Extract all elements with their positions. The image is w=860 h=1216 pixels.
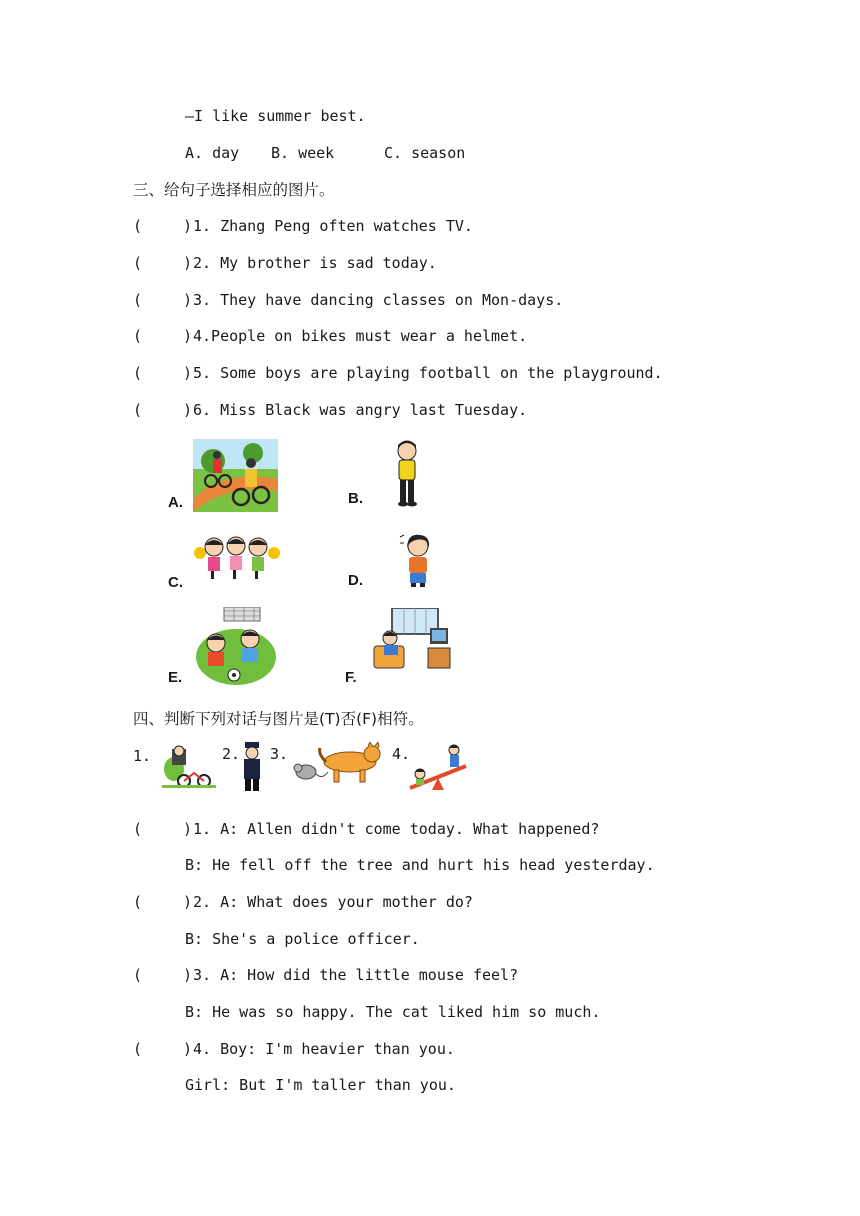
dialogue-line-2: Girl: But I'm taller than you. bbox=[185, 1076, 456, 1094]
answer-paren-open: ( bbox=[133, 401, 143, 419]
answer-paren-close: ) bbox=[183, 291, 193, 309]
picture-label-c: C. bbox=[168, 574, 183, 591]
picture-e-football bbox=[194, 607, 278, 687]
picture-4-seesaw bbox=[408, 744, 468, 794]
picture-b-sad-boy bbox=[390, 440, 424, 508]
option-c: C. season bbox=[384, 144, 466, 162]
picture-label-f: F. bbox=[345, 669, 357, 686]
answer-paren-open: ( bbox=[133, 327, 143, 345]
answer-paren-close: ) bbox=[183, 254, 193, 272]
picture-label-4: 4. bbox=[392, 745, 411, 763]
sentence-text: 3. They have dancing classes on Mon-days. bbox=[193, 291, 564, 309]
picture-label-b: B. bbox=[348, 490, 363, 507]
dialogue-line-2: B: She's a police officer. bbox=[185, 930, 420, 948]
dialogue-line-1: 1. A: Allen didn't come today. What happened? bbox=[193, 820, 600, 838]
picture-label-3: 3. bbox=[270, 745, 289, 763]
picture-3-cat-and-mouse bbox=[290, 742, 386, 786]
answer-paren-close: ) bbox=[183, 327, 193, 345]
answer-paren-open: ( bbox=[133, 217, 143, 235]
dialogue-line-2: B: He fell off the tree and hurt his head yesterday. bbox=[185, 856, 655, 874]
dialogue-line-1: 2. A: What does your mother do? bbox=[193, 893, 473, 911]
answer-paren-close: ) bbox=[183, 364, 193, 382]
option-b: B. week bbox=[271, 144, 335, 162]
answer-paren-close: ) bbox=[183, 893, 193, 911]
picture-d-angry-woman bbox=[398, 533, 436, 588]
sentence-text: 1. Zhang Peng often watches TV. bbox=[193, 217, 473, 235]
picture-c-dancing-girls bbox=[192, 535, 282, 581]
picture-f-watching-tv bbox=[370, 608, 452, 674]
picture-1-fallen-boy bbox=[162, 745, 216, 789]
option-a: A. day bbox=[185, 144, 240, 162]
answer-line: —I like summer best. bbox=[185, 107, 366, 125]
sentence-text: 2. My brother is sad today. bbox=[193, 254, 437, 272]
picture-label-d: D. bbox=[348, 572, 363, 589]
answer-paren-open: ( bbox=[133, 364, 143, 382]
answer-paren-open: ( bbox=[133, 291, 143, 309]
picture-label-1: 1. bbox=[133, 747, 152, 765]
answer-paren-close: ) bbox=[183, 820, 193, 838]
answer-paren-open: ( bbox=[133, 820, 143, 838]
picture-label-e: E. bbox=[168, 669, 183, 686]
answer-paren-open: ( bbox=[133, 254, 143, 272]
answer-paren-close: ) bbox=[183, 966, 193, 984]
section4-title: 四、判断下列对话与图片是(T)否(F)相符。 bbox=[133, 710, 424, 728]
picture-2-police-officer bbox=[240, 742, 264, 792]
dialogue-line-2: B: He was so happy. The cat liked him so much. bbox=[185, 1003, 601, 1021]
section3-title: 三、给句子选择相应的图片。 bbox=[133, 181, 335, 199]
answer-paren-open: ( bbox=[133, 966, 143, 984]
dialogue-line-1: 4. Boy: I'm heavier than you. bbox=[193, 1040, 455, 1058]
answer-paren-open: ( bbox=[133, 1040, 143, 1058]
picture-a-cyclists bbox=[193, 439, 278, 512]
answer-paren-close: ) bbox=[183, 401, 193, 419]
sentence-text: 4.People on bikes must wear a helmet. bbox=[193, 327, 528, 345]
answer-paren-close: ) bbox=[183, 217, 193, 235]
answer-paren-open: ( bbox=[133, 893, 143, 911]
answer-paren-close: ) bbox=[183, 1040, 193, 1058]
sentence-text: 5. Some boys are playing football on the playground. bbox=[193, 364, 663, 382]
dialogue-line-1: 3. A: How did the little mouse feel? bbox=[193, 966, 519, 984]
picture-label-2: 2. bbox=[222, 745, 241, 763]
sentence-text: 6. Miss Black was angry last Tuesday. bbox=[193, 401, 528, 419]
picture-label-a: A. bbox=[168, 494, 183, 511]
